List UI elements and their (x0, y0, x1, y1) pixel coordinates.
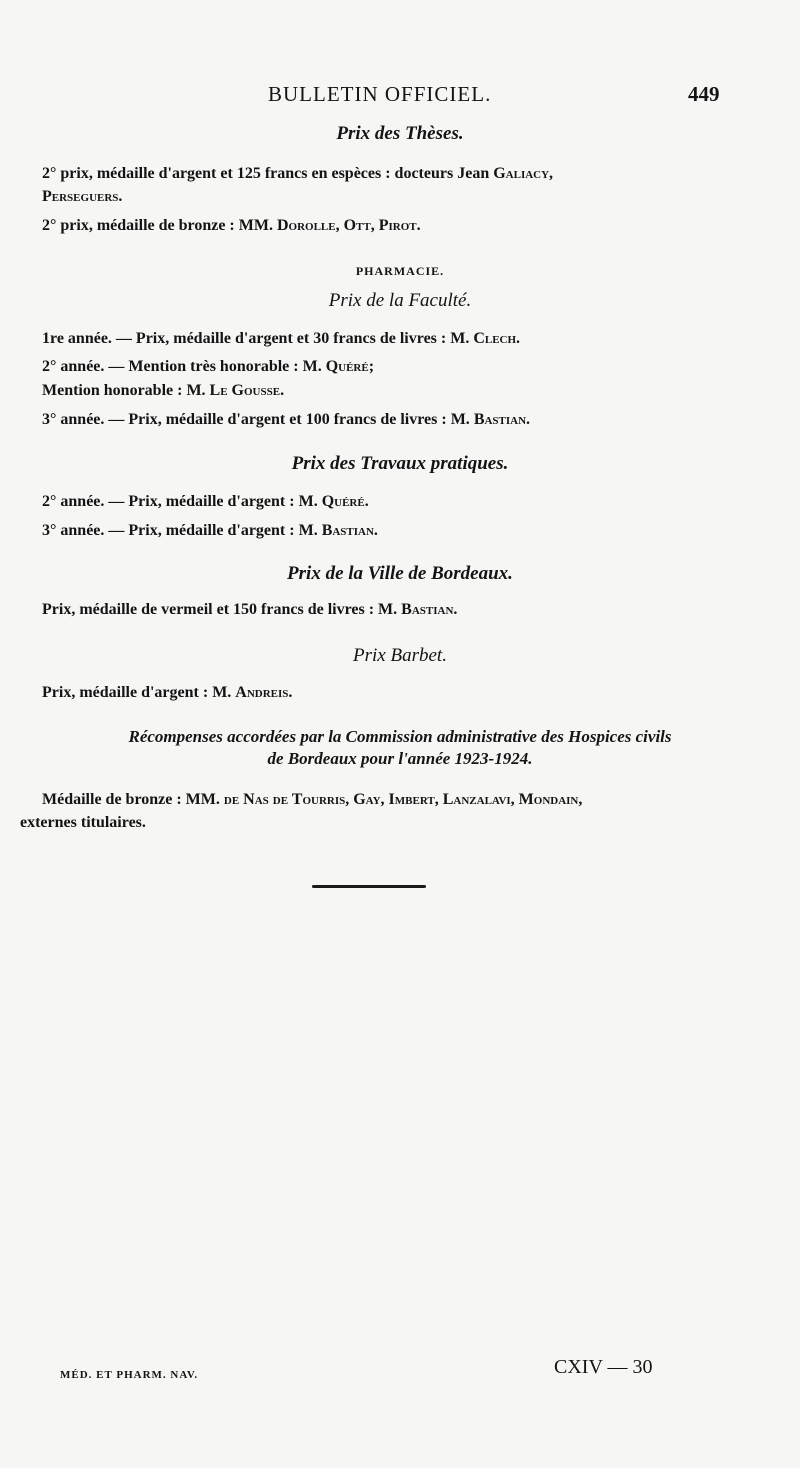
ville-line-1 (42, 601, 457, 619)
heading-prix-des-theses: Prix des Thèses. (336, 123, 464, 144)
pharmacie-line-2 (42, 358, 374, 376)
pharmacie-line-1-text: 1re année. — Prix, médaille d'argent et 30 francs de livres : M. (42, 330, 474, 347)
travaux-line-1 (42, 493, 369, 511)
heading-recompenses-hospices-line-2: de Bordeaux pour l'année 1923-1924. (267, 749, 533, 768)
pharmacie-line-2-name: Quéré; (325, 358, 375, 375)
theses-line-1-names: Galiacy, (493, 165, 554, 182)
travaux-line-2-text: 3° année. — Prix, médaille d'argent : M. (42, 522, 322, 539)
pharmacie-line-4-text: 3° année. — Prix, médaille d'argent et 100 francs de livres : M. (42, 411, 474, 428)
section-divider-rule (312, 885, 426, 888)
hospices-line-1-text: Médaille de bronze : MM. (42, 791, 224, 808)
hospices-line-1-names: de Nas de Tourris, Gay, Imbert, Lanzalavi, Mondain, (223, 791, 583, 808)
theses-line-1 (42, 165, 553, 183)
pharmacie-line-3 (42, 382, 284, 400)
running-title: BULLETIN OFFICIEL. (268, 82, 492, 106)
travaux-line-1-text: 2° année. — Prix, médaille d'argent : M. (42, 493, 322, 510)
hospices-line-1 (42, 791, 582, 809)
travaux-line-2-name: Bastian. (321, 522, 378, 539)
barbet-line-1-name: Andreis. (235, 684, 293, 701)
heading-prix-barbet: Prix Barbet. (353, 645, 447, 666)
section-label-pharmacie: PHARMACIE. (355, 264, 445, 278)
theses-line-2: Perseguers. (42, 188, 123, 205)
theses-line-3-names: Dorolle, Ott, Pirot. (276, 217, 421, 234)
footer-signature-mark: MÉD. ET PHARM. NAV. (60, 1369, 199, 1381)
ville-line-1-text: Prix, médaille de vermeil et 150 francs de livres : M. (42, 601, 402, 618)
theses-line-3 (42, 217, 421, 235)
pharmacie-line-1 (42, 330, 520, 348)
heading-prix-de-la-faculte: Prix de la Faculté. (328, 290, 472, 311)
hospices-line-2: externes titulaires. (20, 814, 146, 831)
pharmacie-line-2-text: 2° année. — Mention très honorable : M. (42, 358, 326, 375)
heading-recompenses-hospices-line-1: Récompenses accordées par la Commission administrative des Hospices civils (128, 727, 672, 746)
page-number: 449 (688, 82, 720, 106)
travaux-line-1-name: Quéré. (321, 493, 369, 510)
barbet-line-1-text: Prix, médaille d'argent : M. (42, 684, 236, 701)
ville-line-1-name: Bastian. (401, 601, 458, 618)
pharmacie-line-3-name: Le Gousse. (209, 382, 285, 399)
heading-prix-de-la-ville-de-bordeaux: Prix de la Ville de Bordeaux. (287, 563, 513, 584)
travaux-line-2 (42, 522, 378, 540)
footer-volume-mark: CXIV — 30 (554, 1356, 653, 1378)
barbet-line-1 (42, 684, 292, 702)
pharmacie-line-3-text: Mention honorable : M. (42, 382, 210, 399)
running-head (0, 80, 800, 110)
pharmacie-line-4-name: Bastian. (473, 411, 531, 428)
theses-line-3-text: 2° prix, médaille de bronze : MM. (42, 217, 277, 234)
pharmacie-line-1-name: Clech. (473, 330, 521, 347)
pharmacie-line-4 (42, 411, 530, 429)
heading-prix-des-travaux-pratiques: Prix des Travaux pratiques. (291, 453, 509, 474)
theses-line-1-text: 2° prix, médaille d'argent et 125 francs en espèces : docteurs Jean (42, 165, 494, 182)
